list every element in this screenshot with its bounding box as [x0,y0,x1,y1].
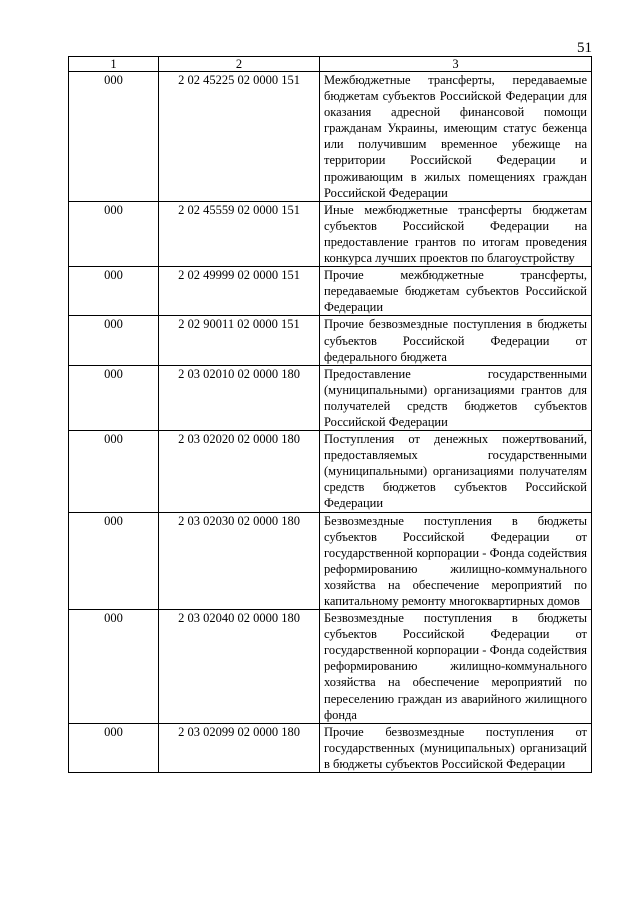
income-name-cell: Прочие безвозмездные поступления в бюджеты субъектов Российской Федерации от федерального бюджета [320,316,592,365]
admin-code-cell: 000 [69,267,159,316]
column-header-1: 1 [69,57,159,72]
budget-code-cell: 2 03 02099 02 0000 180 [159,723,320,772]
column-header-3: 3 [320,57,592,72]
income-name-cell: Прочие межбюджетные трансферты, передаваемые бюджетам субъектов Российской Федерации [320,267,592,316]
income-name-cell: Прочие безвозмездные поступления от государственных (муниципальных) организаций в бюджеты субъектов Российской Федерации [320,723,592,772]
admin-code-cell: 000 [69,723,159,772]
income-name-cell: Иные межбюджетные трансферты бюджетам субъектов Российской Федерации на предоставление грантов по итогам проведения конкурса лучших проектов по благоустройству [320,201,592,266]
income-name-cell: Межбюджетные трансферты, передаваемые бюджетам субъектов Российской Федерации для оказания адресной финансовой помощи гражданам Украины, имеющим статус беженца или получившим временное убежище на территории Российской Федерации и проживающим в жилых помещениях граждан Российской Федерации [320,72,592,202]
budget-code-cell: 2 02 45225 02 0000 151 [159,72,320,202]
budget-code-cell: 2 02 45559 02 0000 151 [159,201,320,266]
budget-code-cell: 2 03 02010 02 0000 180 [159,365,320,430]
budget-code-cell: 2 03 02030 02 0000 180 [159,512,320,610]
admin-code-cell: 000 [69,512,159,610]
table-row [69,72,592,202]
income-name-cell: Безвозмездные поступления в бюджеты субъектов Российской Федерации от государственной корпорации - Фонда содействия реформированию жилищно-коммунального хозяйства на обеспечение мероприятий по переселению граждан из аварийного жилищного фонда [320,610,592,724]
table-body [69,72,592,773]
header-row [69,57,592,72]
table-row [69,365,592,430]
income-name-cell: Безвозмездные поступления в бюджеты субъектов Российской Федерации от государственной корпорации - Фонда содействия реформированию жилищно-коммунального хозяйства на обеспечение мероприятий по капитальному ремонту многоквартирных домов [320,512,592,610]
admin-code-cell: 000 [69,201,159,266]
admin-code-cell: 000 [69,431,159,512]
admin-code-cell: 000 [69,72,159,202]
table-row [69,723,592,772]
income-name-cell: Поступления от денежных пожертвований, предоставляемых государственными (муниципальными) организациями получателям средств бюджетов субъектов Российской Федерации [320,431,592,512]
admin-code-cell: 000 [69,316,159,365]
budget-classification-table [68,56,592,773]
admin-code-cell: 000 [69,610,159,724]
table-row [69,610,592,724]
table-header [69,57,592,72]
table-row [69,316,592,365]
admin-code-cell: 000 [69,365,159,430]
table-row [69,512,592,610]
table-row [69,431,592,512]
table-row [69,201,592,266]
column-header-2: 2 [159,57,320,72]
budget-code-cell: 2 02 90011 02 0000 151 [159,316,320,365]
budget-code-cell: 2 02 49999 02 0000 151 [159,267,320,316]
table-row [69,267,592,316]
budget-code-cell: 2 03 02020 02 0000 180 [159,431,320,512]
budget-code-cell: 2 03 02040 02 0000 180 [159,610,320,724]
page-number: 51 [577,40,592,56]
income-name-cell: Предоставление государственными (муниципальными) организациями грантов для получателей средств бюджетов субъектов Российской Федерации [320,365,592,430]
